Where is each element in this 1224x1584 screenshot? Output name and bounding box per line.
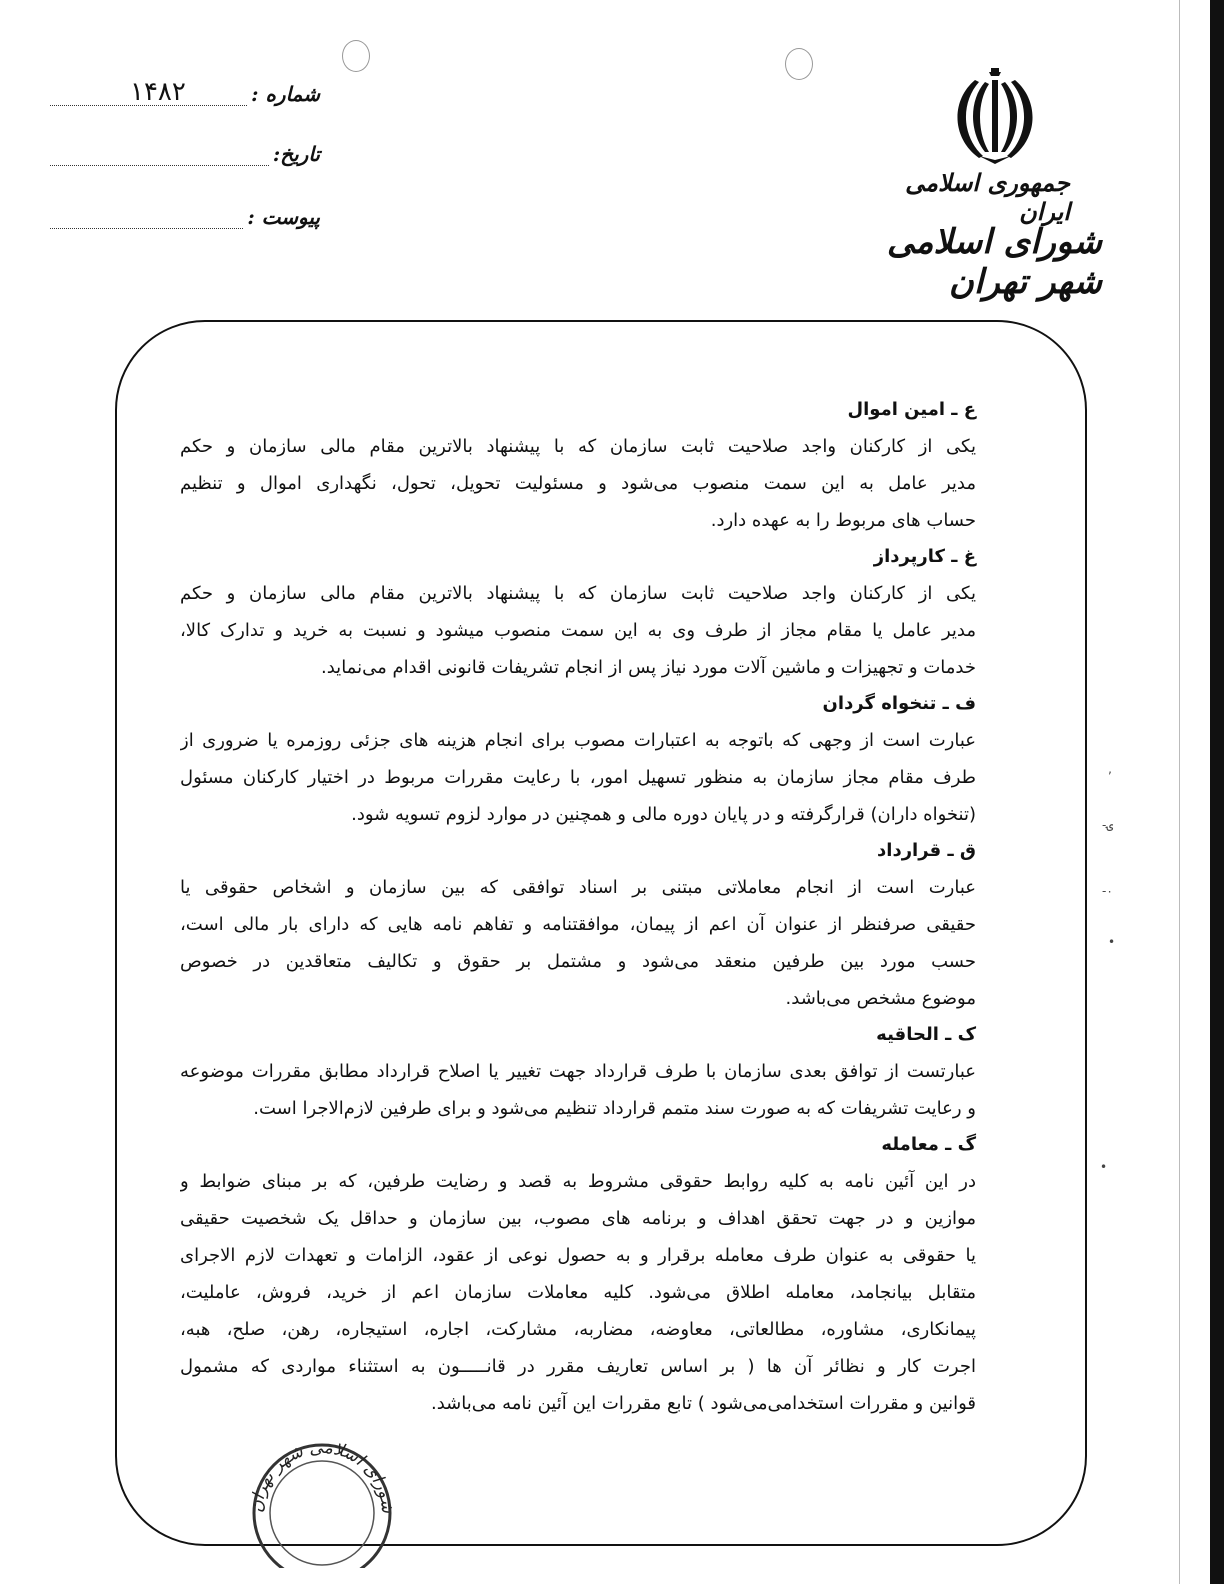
date-field: [50, 142, 320, 166]
section-line: قوانین و مقررات استخدامی‌می‌شود ) تابع مقررات این آئین نامه می‌باشد.: [430, 1393, 976, 1414]
section-title: ک ـ الحاقیه: [876, 1024, 976, 1045]
section-title: ف ـ تنخواه گردان: [822, 693, 976, 714]
section-line: موازین و در جهت تحقق اهداف و برنامه های مصوب، بین سازمان و حداقل یک شخصیت حقیقی: [180, 1208, 976, 1229]
section-line: (تنخواه داران) قرارگرفته و در پایان دوره مالی و همچنین در موارد لزوم تسویه شود.: [351, 804, 976, 825]
council-stamp: [232, 1418, 402, 1568]
scan-mark: -۰: [1102, 884, 1113, 898]
section-title: ق ـ قرارداد: [877, 840, 976, 861]
council-title: شورای اسلامی شهر تهران: [886, 222, 1102, 302]
section-line: عبارت است از وجهی که باتوجه به اعتبارات مصوب برای انجام هزینه های جزئی روزمره یا ضروری از: [180, 730, 976, 751]
section-line: موضوع مشخص می‌باشد.: [785, 988, 976, 1009]
attachment-label: پیوست :: [247, 205, 320, 229]
section-line: یکی از کارکنان واجد صلاحیت ثابت سازمان که با پیشنهاد بالاترین مقام مالی سازمان و حکم: [180, 436, 976, 457]
number-value: ۱۴۸۲: [130, 77, 186, 107]
section-line: عبارتست از توافق بعدی سازمان با طرف قرارداد جهت تغییر یا اصلاح قرارداد مطابق مقررات موضوعه: [180, 1061, 976, 1082]
scan-edge: [1210, 0, 1224, 1584]
section-line: و رعایت تشریفات که به صورت سند متمم قرارداد تنظیم می‌شود و برای طرفین لازم‌الاجرا است.: [253, 1098, 976, 1119]
scan-mark: •: [1100, 1160, 1108, 1174]
section-line: حسب مورد بین طرفین منعقد می‌شود و مشتمل بر حقوق و تکالیف متعاقدین در خصوص: [180, 951, 976, 972]
definitions-body: [180, 392, 976, 1422]
scan-mark: ‚: [1108, 762, 1112, 776]
republic-title: جمهوری اسلامی ایران: [905, 168, 1070, 226]
section-title: غ ـ کارپرداز: [873, 546, 976, 567]
section-line: اجرت کار و نظائر آن ها ( بر اساس تعاریف مقرر در قانـــــون به استثناء مواردی که مشمول: [180, 1356, 976, 1377]
section-line: یا حقوقی به عنوان طرف معامله برقرار و به حصول نوعی از عقود، الزامات و تعهدات لازم الاجرای: [180, 1245, 976, 1266]
section-line: یکی از کارکنان واجد صلاحیت ثابت سازمان که با پیشنهاد بالاترین مقام مالی سازمان و حکم: [180, 583, 976, 604]
section-line: عبارت است از انجام معاملاتی مبتنی بر اسناد توافقی که بین سازمان و اشخاص حقوقی یا: [180, 877, 976, 898]
number-field: [50, 77, 320, 107]
section-line: مدیر عامل به این سمت منصوب می‌شود و مسئولیت تحویل، تحول، نگهداری اموال و تنظیم: [180, 473, 976, 494]
section-line: پیمانکاری، مشاوره، مطالعاتی، معاوضه، مضاربه، مشارکت، اجاره، استیجاره، رهن، صلح، هبه،: [180, 1319, 976, 1340]
scan-mark: •: [1108, 935, 1116, 949]
attachment-field: [50, 205, 320, 229]
punch-hole: [342, 40, 370, 72]
section-line: در این آئین نامه به کلیه روابط حقوقی مشروط به قصد و رضایت طرفین، که بر مبنای ضوابط و: [180, 1171, 976, 1192]
section-line: حساب های مربوط را به عهده دارد.: [710, 510, 976, 531]
section-title: ع ـ امین اموال: [847, 399, 976, 420]
section-title: گ ـ معامله: [881, 1134, 976, 1155]
section-line: طرف مقام مجاز سازمان به منظور تسهیل امور، با رعایت مقررات مربوط در اختیار کارکنان مسئول: [180, 767, 976, 788]
stamp-text: شورای اسلامی شهر تهران: [246, 1437, 398, 1515]
section-line: مدیر عامل یا مقام مجاز از طرف وی به این سمت منصوب میشود و نسبت به خرید و تدارک کالا،: [180, 620, 976, 641]
scan-line: [1179, 0, 1180, 1584]
section-line: متقابل بیانجامد، معامله اطلاق می‌شود. کلیه معاملات سازمان اعم از خرید، فروش، عاملیت،: [180, 1282, 976, 1303]
section-line: حقیقی صرفنظر از عنوان آن اعم از پیمان، موافقتنامه و تفاهم نامه هایی که دارای بار مالی است،: [180, 914, 976, 935]
number-label: شماره :: [251, 82, 320, 106]
section-line: خدمات و تجهیزات و ماشین آلات مورد نیاز پس از انجام تشریفات قانونی اقدام می‌نماید.: [321, 657, 976, 678]
svg-text:شورای اسلامی شهر تهران: [247, 1438, 398, 1515]
iran-emblem-icon: [945, 60, 1045, 170]
scan-mark: -ۍ: [1102, 818, 1114, 832]
date-label: تاریخ:: [272, 142, 320, 166]
punch-hole: [785, 48, 813, 80]
